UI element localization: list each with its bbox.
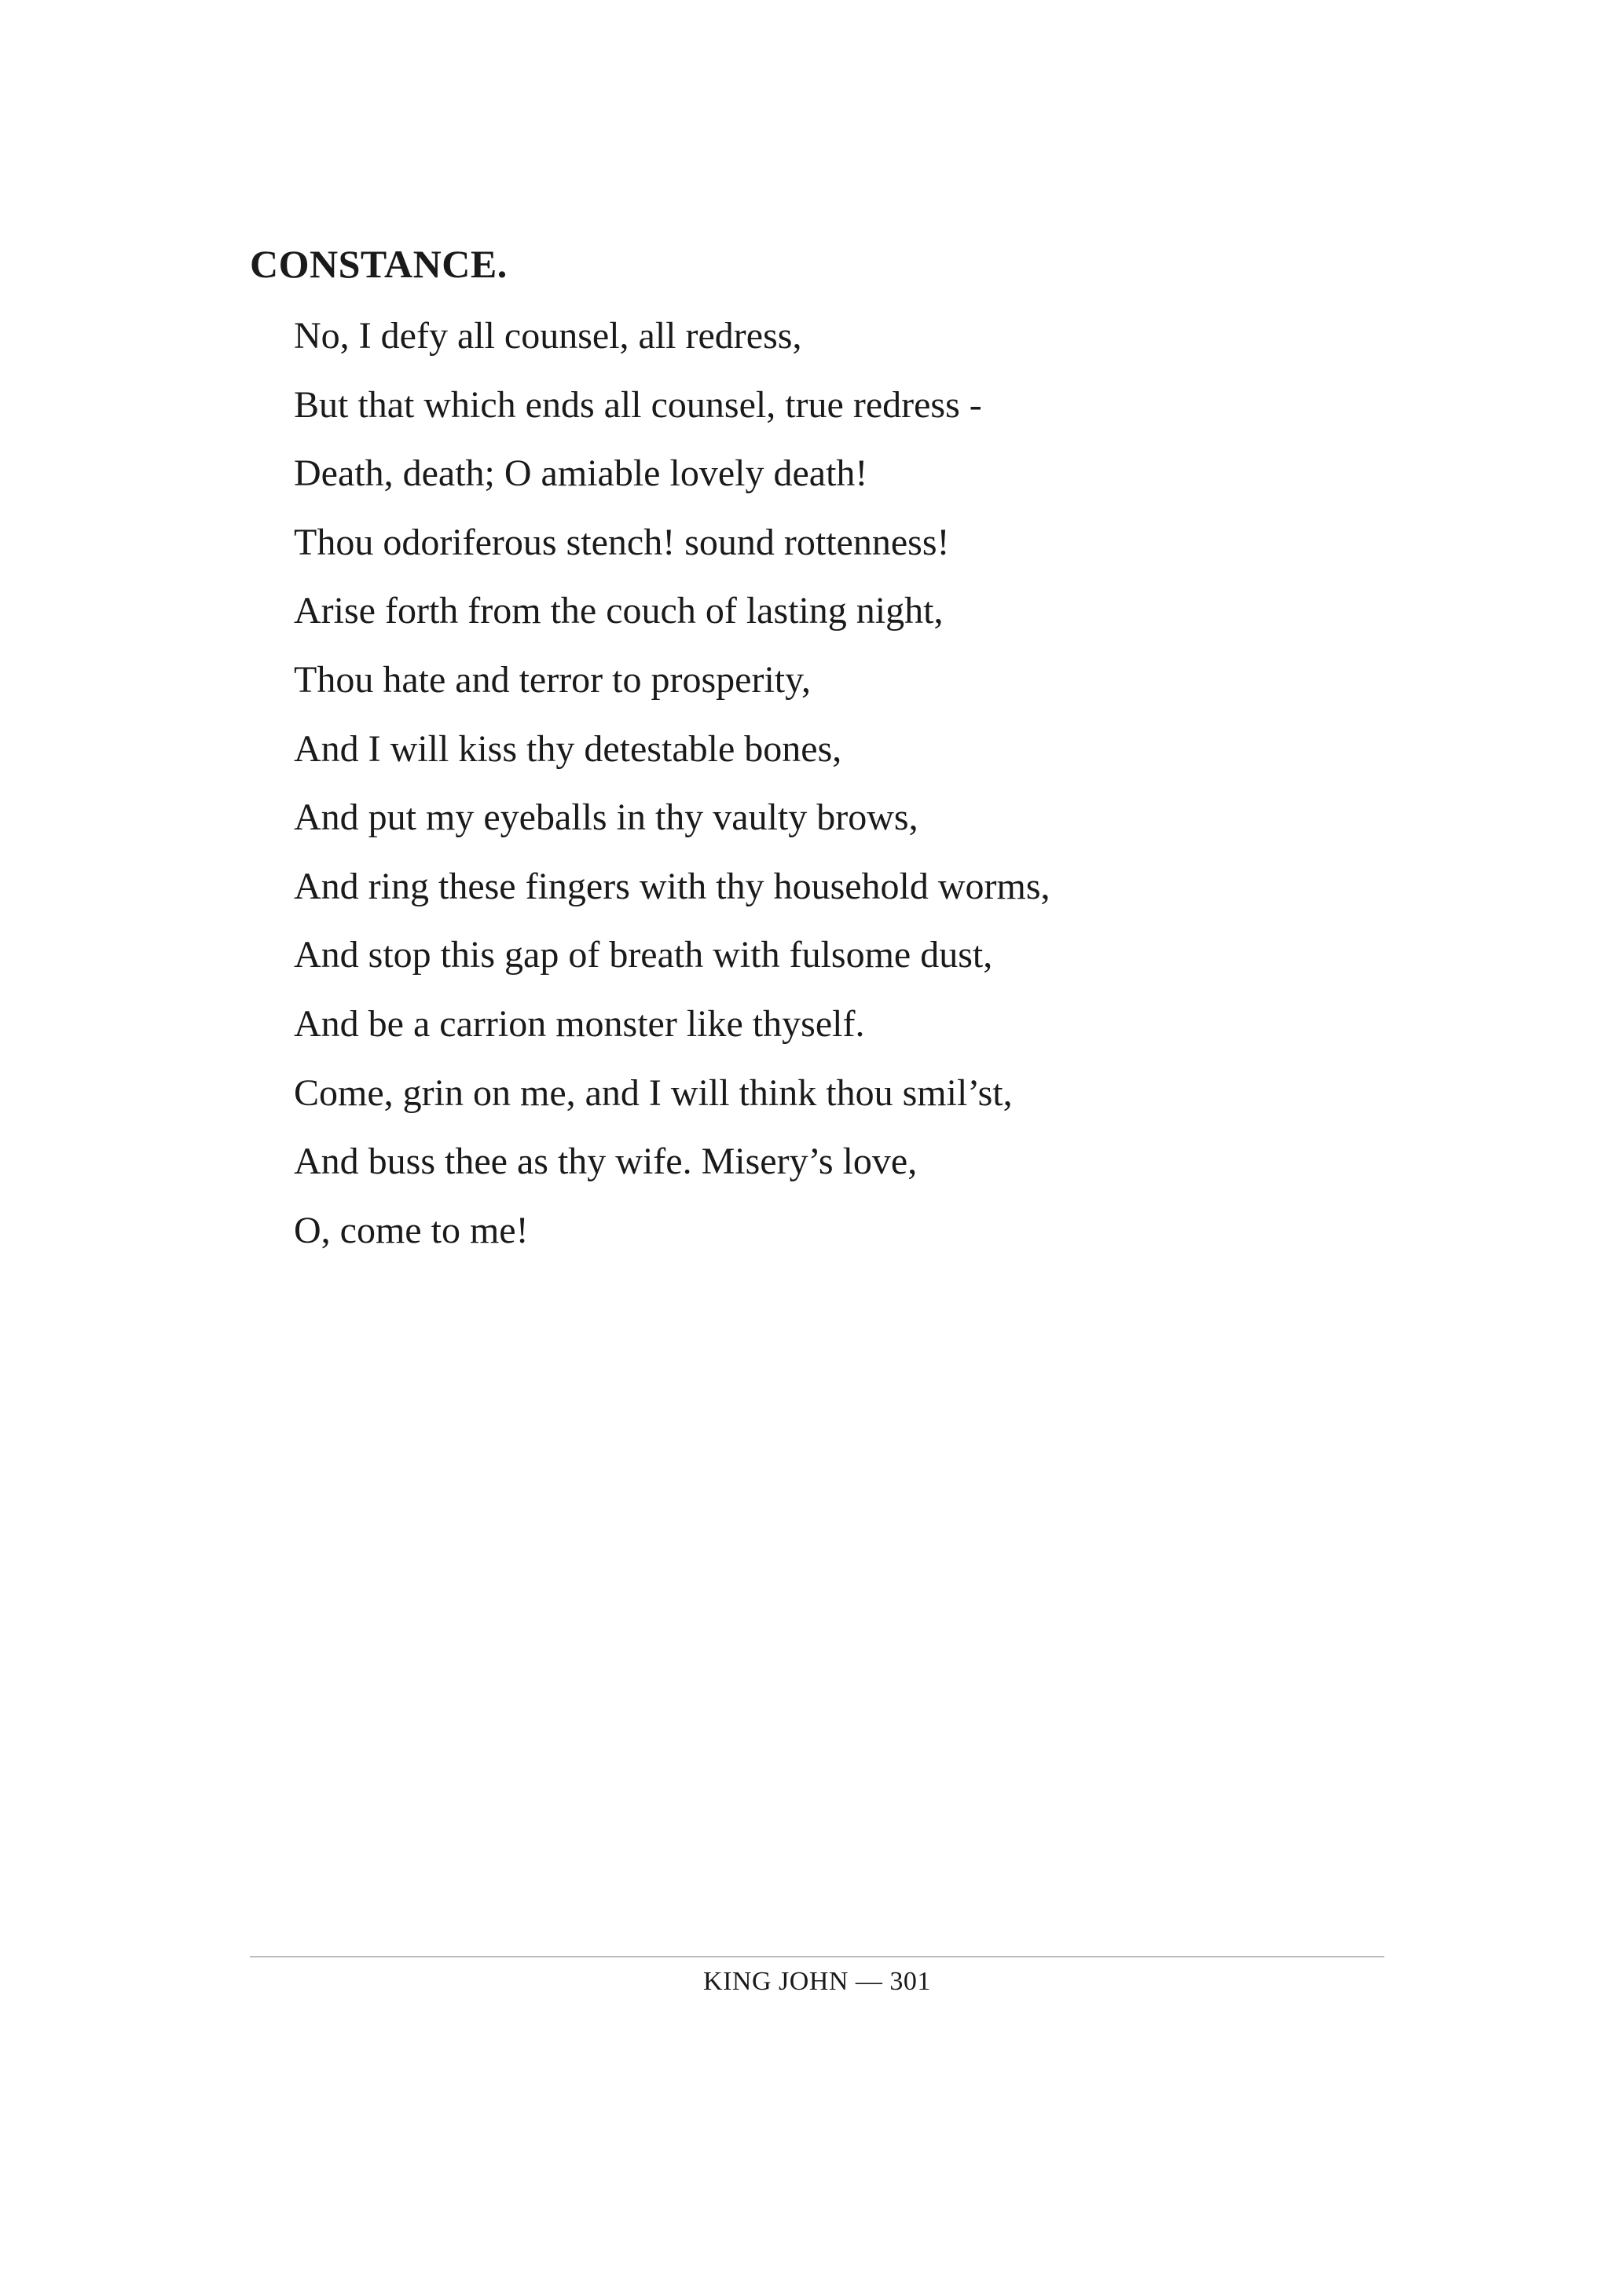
verse-line: And buss thee as thy wife. Misery’s love,	[294, 1141, 918, 1183]
verse-line: And ring these fingers with thy household worms,	[294, 865, 1050, 907]
verse-line: O, come to me!	[294, 1209, 529, 1251]
verse-line: Death, death; O amiable lovely death!	[294, 452, 868, 495]
verse-line: But that which ends all counsel, true redress -	[294, 383, 982, 426]
page-footer: KING JOHN — 301	[703, 1967, 931, 1996]
verse-line: Come, grin on me, and I will think thou smil’st,	[294, 1071, 1013, 1114]
verse-line: And put my eyeballs in thy vaulty brows,	[294, 796, 918, 839]
verse-line: And stop this gap of breath with fulsome dust,	[294, 934, 993, 976]
speaker-heading: CONSTANCE.	[250, 242, 508, 286]
verse-line: Thou odoriferous stench! sound rottenness!	[294, 521, 950, 563]
verse-block	[294, 308, 1050, 1271]
footer-divider	[250, 1956, 1384, 1957]
verse-line: Thou hate and terror to prosperity,	[294, 658, 812, 701]
verse-line: Arise forth from the couch of lasting night,	[294, 590, 944, 632]
verse-line: And be a carrion monster like thyself.	[294, 1002, 865, 1045]
verse-line: No, I defy all counsel, all redress,	[294, 315, 802, 357]
verse-line: And I will kiss thy detestable bones,	[294, 727, 842, 770]
